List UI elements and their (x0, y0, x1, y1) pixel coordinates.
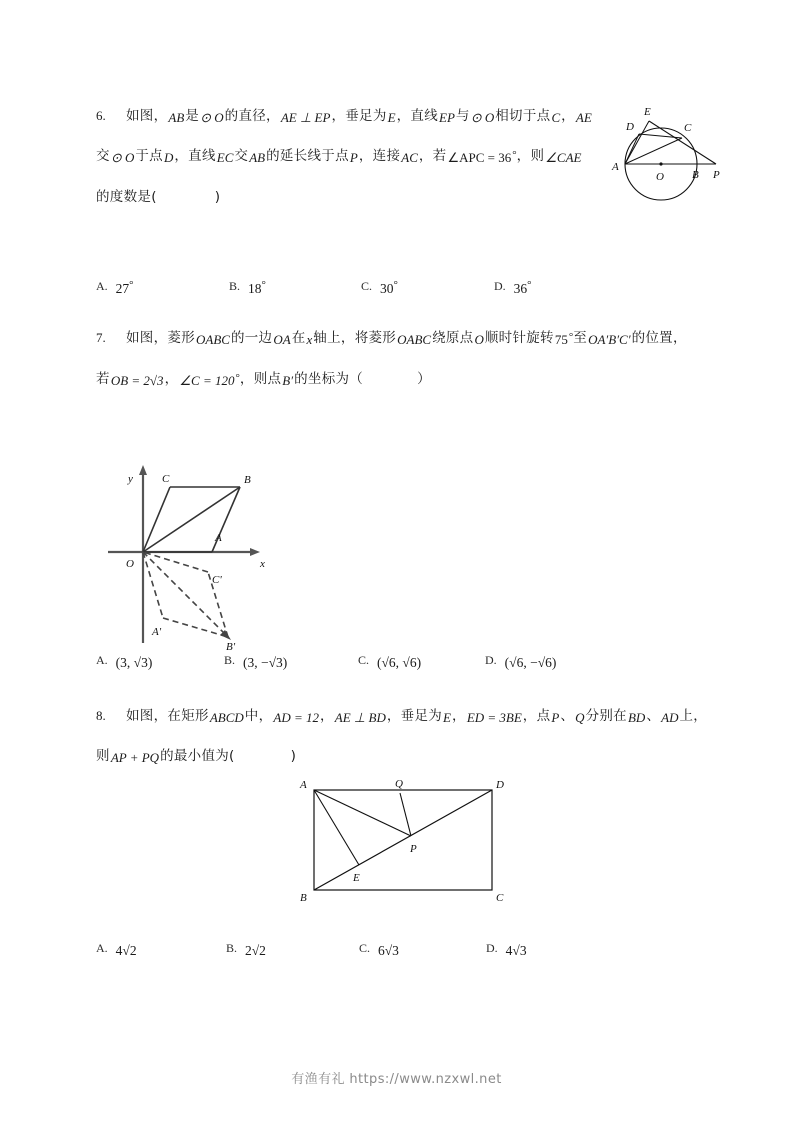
q6-label-E: E (644, 106, 651, 118)
q7-l2-m3: B′ (282, 373, 294, 388)
q6-l2-degree: ° (512, 149, 517, 161)
q7-l2-t2: ， (164, 371, 179, 387)
q6-option-A-value: 27 (115, 281, 130, 296)
q7-l2-m2: ∠C = 120 (179, 373, 235, 388)
question-8-number: 8. (96, 708, 106, 723)
q8-l2-t2: 的最小值为( (160, 748, 235, 764)
q8-l1-m5: ED = 3BE (466, 710, 522, 725)
q6-l3-t2: ) (214, 189, 221, 205)
q8-l2-m1: AP + PQ (110, 750, 160, 765)
question-6-figure (608, 98, 746, 203)
q6-option-B-value: 18 (248, 281, 262, 296)
question-7-options (96, 652, 736, 682)
q7-l2-t3: ，则点 (239, 371, 282, 387)
q6-label-O: O (656, 171, 664, 183)
q7-option-A-value: (3, √3) (115, 655, 153, 670)
q8-l1-t3: ， (319, 708, 334, 724)
q8-l1-t9: 、 (646, 708, 661, 724)
question-8-options (96, 940, 736, 970)
q6-l2-t5: 的延长线于点 (266, 148, 349, 164)
question-8-line-2 (96, 736, 736, 776)
q8-l1-m6: P (551, 710, 560, 725)
q8-l2-t1: 则 (96, 748, 110, 764)
question-7-block (96, 318, 736, 400)
q7-label-O: O (126, 558, 134, 570)
q7-l1-t1: 如图，菱形 (126, 330, 195, 346)
q6-l1-t4: ，垂足为 (331, 108, 387, 124)
q6-l2-t8: ，则 (516, 148, 545, 164)
q7-option-D-letter: D. (485, 653, 497, 667)
q6-l1-m4: E (387, 110, 396, 125)
q6-l2-m7: ∠APC = 36 (447, 150, 512, 165)
q6-l2-m8: ∠CAE (545, 150, 582, 165)
question-7-number: 7. (96, 330, 106, 345)
q6-l1-m7: C (551, 110, 561, 125)
q8-label-Q: Q (395, 778, 403, 790)
q6-label-B: B (692, 169, 699, 181)
q7-l1-degree: ° (568, 331, 574, 343)
question-8-block (96, 696, 736, 776)
question-6-number: 6. (96, 108, 106, 123)
q8-label-B: B (300, 892, 307, 904)
q7-option-C-value: (√6, √6) (377, 655, 422, 670)
q6-l2-m5: P (349, 150, 358, 165)
q8-option-B-letter: B. (226, 941, 238, 955)
q8-option-C-letter: C. (359, 941, 371, 955)
q6-l1-t5: ，直线 (396, 108, 438, 124)
q8-l1-t6: ，点 (522, 708, 551, 724)
q8-option-A-letter: A. (96, 941, 108, 955)
q6-l1-t7: 相切于点 (495, 108, 551, 124)
q8-l1-t4: ，垂足为 (386, 708, 443, 724)
q7-option-D-value: (√6, −√6) (504, 655, 557, 670)
q8-option-D-value: 4√3 (505, 943, 527, 958)
q7-l2-t5: ） (417, 371, 431, 387)
q6-l1-m8: AE (575, 110, 592, 125)
q8-option-B-value: 2√2 (245, 943, 266, 958)
q8-l2-t3: ) (290, 748, 297, 764)
q6-option-B-degree: ° (261, 279, 266, 291)
q8-option-A-value: 4√2 (115, 943, 137, 958)
q8-label-E: E (353, 872, 360, 884)
q8-option-C-value: 6√3 (378, 943, 399, 958)
q8-l1-m4: E (443, 710, 451, 725)
q6-l1-t2: 是 (185, 108, 200, 124)
q7-option-B-value: (3, −√3) (243, 655, 288, 670)
q7-l2-degree: ° (235, 372, 240, 384)
q6-option-C-degree: ° (393, 279, 398, 291)
q6-option-A-letter: A. (96, 279, 108, 293)
question-7-line-2 (96, 359, 736, 400)
q8-l1-t8: 分别在 (585, 708, 627, 724)
question-8-line-1 (96, 696, 736, 736)
page-footer: 有渔有礼 https://www.nzxwl.net (291, 1072, 502, 1087)
q7-l1-t3: 在 (291, 330, 306, 346)
q6-label-A: A (612, 161, 619, 173)
q6-option-A[interactable] (96, 278, 134, 294)
q8-l1-m9: AD (661, 710, 679, 725)
q7-option-B-letter: B. (224, 653, 236, 667)
q7-l1-m6: 75 (554, 332, 568, 347)
q8-option-C[interactable] (359, 940, 399, 956)
q7-l1-t8: 的位置， (631, 330, 687, 346)
q6-l2-m4: AB (249, 150, 266, 165)
q6-l2-t2: 于点 (135, 148, 163, 164)
question-8-figure (292, 776, 517, 911)
q7-l1-m2: OA (273, 332, 291, 347)
q6-option-A-degree: ° (129, 279, 134, 291)
q7-axis-label-y: y (128, 473, 133, 485)
q6-label-P: P (713, 169, 720, 181)
q8-l1-t7: 、 (560, 708, 575, 724)
q6-l1-m3: AE ⊥ EP (280, 110, 331, 125)
q6-label-D: D (626, 121, 634, 133)
q6-l1-m6: ⊙ O (470, 110, 495, 125)
q8-label-A: A (300, 779, 307, 791)
q7-l1-t6: 顺时针旋转 (484, 330, 554, 346)
q8-option-D-letter: D. (486, 941, 498, 955)
q7-option-A-letter: A. (96, 653, 108, 667)
q6-l1-m1: AB (168, 110, 185, 125)
q6-label-C: C (684, 122, 692, 134)
q7-l1-m5: O (474, 332, 484, 347)
q6-l1-m2: ⊙ O (200, 110, 224, 125)
q8-l1-m8: BD (627, 710, 646, 725)
q7-label-B: B (244, 474, 251, 486)
q6-option-D-degree: ° (527, 279, 532, 291)
q6-option-C[interactable] (361, 278, 398, 294)
q6-l1-t6: 与 (455, 108, 470, 124)
q6-l1-t3: 的直径， (224, 108, 280, 124)
q7-option-D[interactable] (485, 652, 556, 668)
q6-l2-t1: 交 (96, 148, 110, 164)
q8-l1-m1: ABCD (209, 710, 244, 725)
q8-l1-t1: 如图，在矩形 (126, 708, 209, 724)
q6-l2-m2: D (163, 150, 174, 165)
q6-option-C-letter: C. (361, 279, 373, 293)
q6-option-B-letter: B. (229, 279, 241, 293)
q8-l1-t5: ， (452, 708, 466, 724)
q8-option-D[interactable] (486, 940, 527, 956)
q7-label-A: A (215, 532, 222, 544)
q6-option-D-letter: D. (494, 279, 506, 293)
q8-l1-m7: Q (575, 710, 585, 725)
q6-l2-m1: ⊙ O (110, 150, 135, 165)
q8-label-D: D (496, 779, 504, 791)
q8-l1-t10: 上， (679, 708, 708, 724)
q7-l2-m1: OB = 2√3 (110, 373, 164, 388)
q7-l1-t4: 轴上，将菱形 (313, 330, 397, 346)
q8-label-P: P (410, 843, 417, 855)
q6-l1-t8: ， (561, 108, 575, 124)
q6-l2-t3: ，直线 (174, 148, 216, 164)
q8-l1-t2: 中， (244, 708, 273, 724)
q7-l2-t1: 若 (96, 371, 110, 387)
q7-l1-t5: 绕原点 (432, 330, 474, 346)
q6-l1-t1: 如图， (126, 108, 168, 124)
question-7-line-1 (96, 318, 736, 359)
q7-option-B[interactable] (224, 652, 287, 668)
q7-label-C: C (162, 473, 170, 485)
q6-l1-m5: EP (439, 110, 455, 125)
q8-option-A[interactable] (96, 940, 137, 956)
q6-l3-t1: 的度数是( (96, 189, 157, 205)
question-6-options (96, 278, 736, 308)
q7-l2-t4: 的坐标为（ (294, 371, 364, 387)
question-7-figure (100, 455, 290, 650)
q6-option-D-value: 36 (513, 281, 528, 296)
q6-l2-t4: 交 (234, 148, 249, 164)
q6-l2-t7: ，若 (418, 148, 447, 164)
q7-option-C-letter: C. (358, 653, 370, 667)
q6-option-D[interactable] (494, 278, 532, 294)
q7-l1-t2: 的一边 (230, 330, 273, 346)
q6-option-C-value: 30 (380, 281, 394, 296)
q6-l2-t6: ，连接 (358, 148, 401, 164)
q7-l1-m4: OABC (397, 332, 432, 347)
q7-label-B-prime: B' (226, 641, 236, 650)
q7-l1-m1: OABC (196, 332, 230, 347)
q8-option-B[interactable] (226, 940, 266, 956)
q7-label-A-prime: A' (152, 626, 162, 638)
q7-l1-m3: x (306, 332, 313, 347)
q8-l1-m3: AE ⊥ BD (334, 710, 386, 725)
q6-l2-m3: EC (216, 150, 234, 165)
q8-l1-m2: AD = 12 (273, 710, 319, 725)
q7-l1-t7: 至 (573, 330, 588, 346)
q6-option-B[interactable] (229, 278, 266, 294)
q7-option-A[interactable] (96, 652, 152, 668)
q8-label-C: C (496, 892, 504, 904)
q6-l2-m6: AC (401, 150, 418, 165)
q7-option-C[interactable] (358, 652, 421, 668)
q7-axis-label-x: x (260, 558, 265, 570)
q7-label-C-prime: C' (212, 574, 222, 586)
q7-l1-m7: OA′B′C′ (588, 332, 631, 347)
